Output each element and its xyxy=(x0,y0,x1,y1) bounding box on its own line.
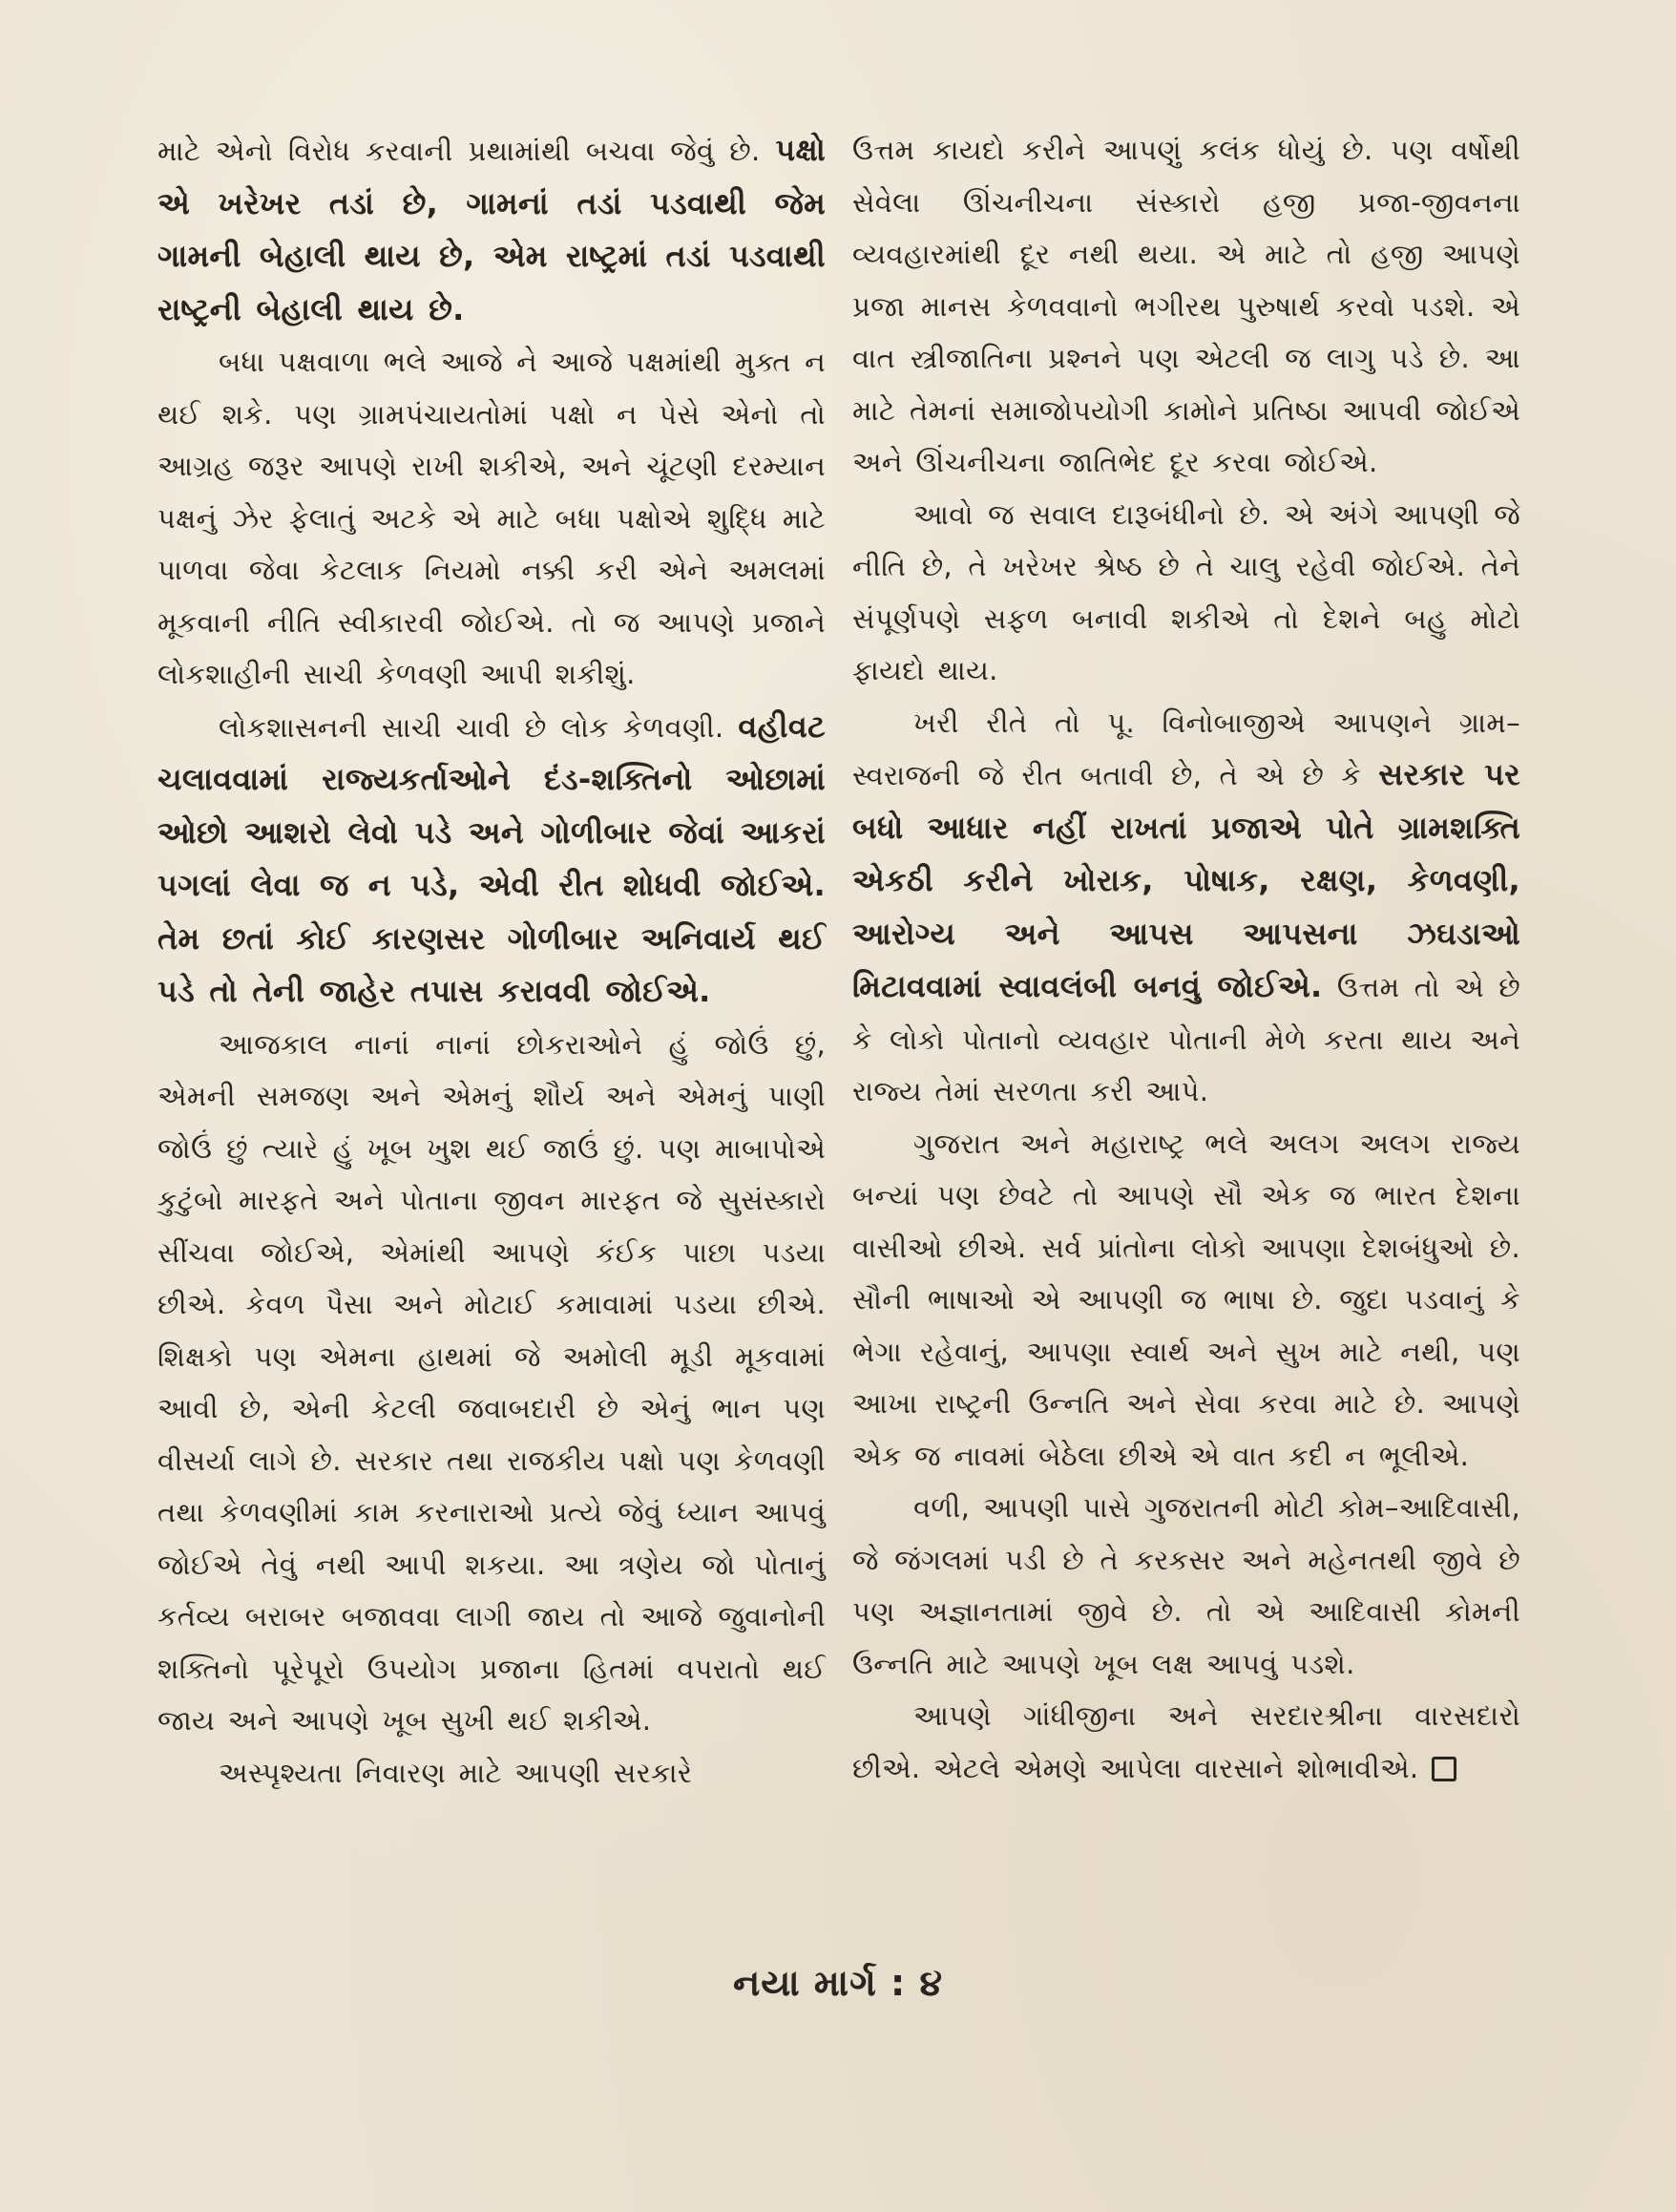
paragraph-children-upbringing: આજકાલ નાનાં નાનાં છોકરાઓને હું જોઉં છું, એમની સમજણ અને એમનું શૌર્ય અને એમનું પાણી જોઉં છું ત્યારે હું ખૂબ ખુશ થઈ જાઉં છું. પણ માબાપોએ કુટુંબો મારફતે અને પોતાના જીવન મારફત જે સુસંસ્કારો સીંચવા જોઈએ, એમાંથી આપણે કંઈક પાછા પડયા છીએ. કેવળ પૈસા અને મોટાઈ કમાવામાં પડયા છીએ. શિક્ષકો પણ એમના હાથમાં જે અમોલી મૂડી મૂકવામાં આવી છે, એની કેટલી જવાબદારી છે એનું ભાન પણ વીસર્યા લાગે છે. સરકાર તથા રાજકીય પક્ષો પણ કેળવણી તથા કેળવણીમાં કામ કરનારાઓ પ્રત્યે જેવું ધ્યાન આપવું જોઈએ તેવું નથી આપી શકયા. આ ત્રણેય જો પોતાનું કર્તવ્ય બરાબર બજાવવા લાગી જાય તો આજે જુવાનોની શક્તિનો પૂરેપૂરો ઉપયોગ પ્રજાના હિતમાં વપરાતો થઈ જાય અને આપણે ખૂબ સુખી થઈ શકીએ. xyxy=(157,1027,826,1737)
end-of-article-box-icon xyxy=(1432,1757,1456,1781)
paragraph-village-panchayat: બધા પક્ષવાળા ભલે આજે ને આજે પક્ષમાંથી મુક્ત ન થઈ શકે. પણ ગ્રામપંચાયતોમાં પક્ષો ન પેસે એનો તો આગ્રહ જરૂર આપણે રાખી શકીએ, અને ચૂંટણી દરમ્યાન પક્ષનું ઝેર ફેલાતું અટકે એ માટે બધા પક્ષોએ શુદ્ધિ માટે પાળવા જેવા કેટલાક નિયમો નક્કી કરી એને અમલમાં મૂકવાની નીતિ સ્વીકારવી જોઈએ. તો જ આપણે પ્રજાને લોકશાહીની સાચી કેળવણી આપી શકીશું. xyxy=(157,346,826,690)
emphasized-text: સરકાર પર બધો આધાર નહીં રાખતાં પ્રજાએ પોતે ગ્રામશક્તિ એકઠી કરીને ખોરાક, પોષાક, રક્ષણ, કેળવણી, આરોગ્ય અને આપસ આપસના ઝઘડાઓ મિટાવવામાં સ્વાવલંબી બનવું જોઈએ. xyxy=(852,756,1520,1004)
left-column xyxy=(157,124,826,1799)
paragraph-legacy xyxy=(852,1690,1520,1794)
body-text: લોકશાસનની સાચી ચાવી છે લોક કેળવણી. xyxy=(219,710,739,744)
emphasized-text: વહીવટ ચલાવવામાં રાજ્યકર્તાઓને દંડ-શક્તિનો ઓછામાં ઓછો આશરો લેવો પડે અને ગોળીબાર જેવાં આકરાં પગલાં લેવા જ ન પડે, એવી રીત શોધવી જોઈએ. તેમ છતાં કોઈ કારણસર ગોળીબાર અનિવાર્ય થઈ પડે તો તેની જાહેર તપાસ કરાવવી જોઈએ. xyxy=(157,707,826,1009)
emphasized-text: પક્ષો એ ખરેખર તડાં છે, ગામનાં તડાં પડવાથી જેમ ગામની બેહાલી થાય છે, એમ રાષ્ટ્રમાં તડાં પડવાથી રાષ્ટ્રની બેહાલી થાય છે. xyxy=(157,132,826,327)
paragraph-public-education xyxy=(157,701,826,1019)
paragraph-gram-swaraj xyxy=(852,697,1520,1118)
body-text: ઉત્તમ તો એ છે કે લોકો પોતાનો વ્યવહાર પોતાની મેળે કરતા થાય અને રાજ્ય તેમાં સરળતા કરી આપે. xyxy=(852,971,1520,1107)
paragraph-adivasi: વળી, આપણી પાસે ગુજરાતની મોટી કોમ–આદિવાસી, જે જંગલમાં પડી છે તે કરકસર અને મહેનતથી જીવે છે પણ અજ્ઞાનતામાં જીવે છે. તો એ આદિવાસી કોમની ઉન્નતિ માટે આપણે ખૂબ લક્ષ આપવું પડશે. xyxy=(852,1491,1520,1680)
paragraph-gujarat-maharashtra: ગુજરાત અને મહારાષ્ટ્ર ભલે અલગ અલગ રાજ્ય બન્યાં પણ છેવટે તો આપણે સૌ એક જ ભારત દેશના વાસીઓ છીએ. સર્વ પ્રાંતોના લોકો આપણા દેશબંધુઓ છે. સૌની ભાષાઓ એ આપણી જ ભાષા છે. જુદા પડવાનું કે ભેગા રહેવાનું, આપણા સ્વાર્થ અને સુખ માટે નથી, પણ આખા રાષ્ટ્રની ઉન્નતિ અને સેવા કરવા માટે છે. આપણે એક જ નાવમાં બેઠેલા છીએ એ વાત કદી ન ભૂલીએ. xyxy=(852,1127,1520,1472)
page-footer: નયા માર્ગ : ૪ xyxy=(732,1962,944,2004)
paragraph-party-factions xyxy=(157,124,826,336)
right-column xyxy=(852,124,1520,1794)
paragraph-caste-reform: ઉત્તમ કાયદો કરીને આપણું કલંક ધોયું છે. પણ વર્ષોથી સેવેલા ઊંચનીચના સંસ્કારો હજી પ્રજા-જીવનના વ્યવહારમાંથી દૂર નથી થયા. એ માટે તો હજી આપણે પ્રજા માનસ કેળવવાનો ભગીરથ પુરુષાર્થ કરવો પડશે. એ વાત સ્ત્રીજાતિના પ્રશ્નને પણ એટલી જ લાગુ પડે છે. આ માટે તેમનાં સમાજોપયોગી કામોને પ્રતિષ્ઠા આપવી જોઈએ અને ઊંચનીચના જાતિભેદ દૂર કરવા જોઈએ. xyxy=(852,134,1520,478)
body-text: માટે એનો વિરોધ કરવાની પ્રથામાંથી બચવા જેવું છે. xyxy=(157,135,776,167)
body-text: ખરી રીતે તો પૂ. વિનોબાજીએ આપણને ગ્રામ–સ્વરાજની જે રીત બતાવી છે, તે એ છે કે xyxy=(852,706,1520,791)
paragraph-untouchability: અસ્પૃશ્યતા નિવારણ માટે આપણી સરકારે xyxy=(219,1756,693,1789)
paragraph-prohibition: આવો જ સવાલ દારૂબંધીનો છે. એ અંગે આપણી જે નીતિ છે, તે ખરેખર શ્રેષ્ઠ છે તે ચાલુ રહેવી જોઈએ. તેને સંપૂર્ણપણે સફળ બનાવી શકીએ તો દેશને બહુ મોટો ફાયદો થાય. xyxy=(852,497,1520,686)
body-text: આપણે ગાંધીજીના અને સરદારશ્રીના વારસદારો છીએ. એટલે એમણે આપેલા વારસાને શોભાવીએ. xyxy=(852,1699,1520,1784)
